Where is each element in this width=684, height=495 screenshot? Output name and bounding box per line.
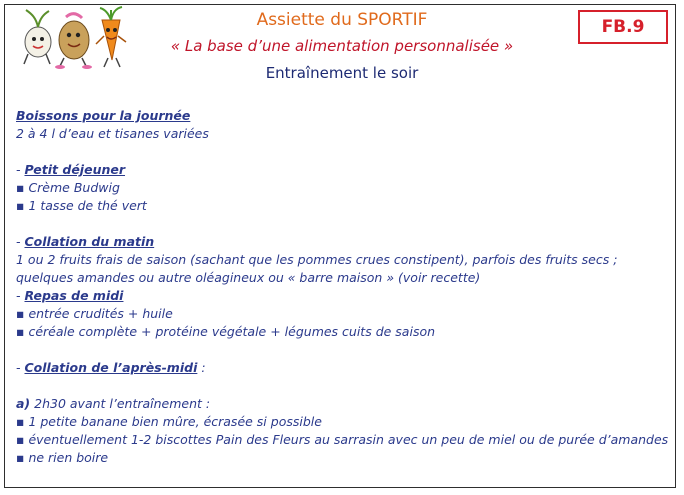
- repas-midi-heading: [16, 287, 666, 305]
- list-item: ▪ 1 petite banane bien mûre, écrasée si possible: [16, 414, 322, 429]
- section-heading: Entraînement le soir: [265, 64, 419, 82]
- spacer: [16, 341, 666, 359]
- list-item: ▪ Crème Budwig: [16, 180, 120, 195]
- list-item: ▪ ne rien boire: [16, 450, 109, 465]
- page-subtitle: « La base d’une alimentation personnalisée »: [170, 37, 514, 55]
- document-code-badge: FB.9: [578, 10, 668, 44]
- collation-matin-title: Collation du matin: [24, 234, 155, 249]
- dash-prefix: -: [16, 234, 25, 249]
- collation-apres-midi-heading: [16, 359, 666, 377]
- boissons-title: Boissons pour la journée: [16, 108, 191, 123]
- dash-prefix: -: [16, 162, 25, 177]
- page-title: Assiette du SPORTIF: [256, 10, 428, 30]
- list-item: ▪ éventuellement 1-2 biscottes Pain des Fleurs au sarrasin avec un peu de miel ou de purée d’amandes: [16, 432, 669, 447]
- spacer: [16, 215, 666, 233]
- list-item: ▪ entrée crudités + huile: [16, 306, 173, 321]
- collation-matin-heading: [16, 233, 666, 251]
- collation-apres-midi-title: Collation de l’après-midi: [24, 360, 198, 375]
- dash-prefix: -: [16, 288, 25, 303]
- item-label: a): [16, 396, 31, 411]
- avant-entrainement-text: 2h30 avant l’entraînement :: [30, 396, 211, 411]
- repas-midi-title: Repas de midi: [24, 288, 124, 303]
- list-item: ▪ céréale complète + protéine végétale + légumes cuits de saison: [16, 324, 436, 339]
- spacer: [16, 143, 666, 161]
- petit-dejeuner-heading: [16, 161, 666, 179]
- petit-dejeuner-title: Petit déjeuner: [24, 162, 126, 177]
- list-item: ▪ 1 tasse de thé vert: [16, 198, 147, 213]
- collation-matin-text: 1 ou 2 fruits frais de saison (sachant que les pommes crues constipent), parfois des fruits secs ; quelques amandes ou autre oléagineux ou « barre maison » (voir recette): [16, 252, 618, 285]
- avant-entrainement-heading: [16, 395, 666, 413]
- boissons-heading: [16, 107, 666, 125]
- boissons-line: 2 à 4 l d’eau et tisanes variées: [16, 126, 209, 141]
- colon-suffix: :: [197, 360, 206, 375]
- spacer: [16, 377, 666, 395]
- dash-prefix: -: [16, 360, 25, 375]
- meal-plan-content: [16, 107, 669, 467]
